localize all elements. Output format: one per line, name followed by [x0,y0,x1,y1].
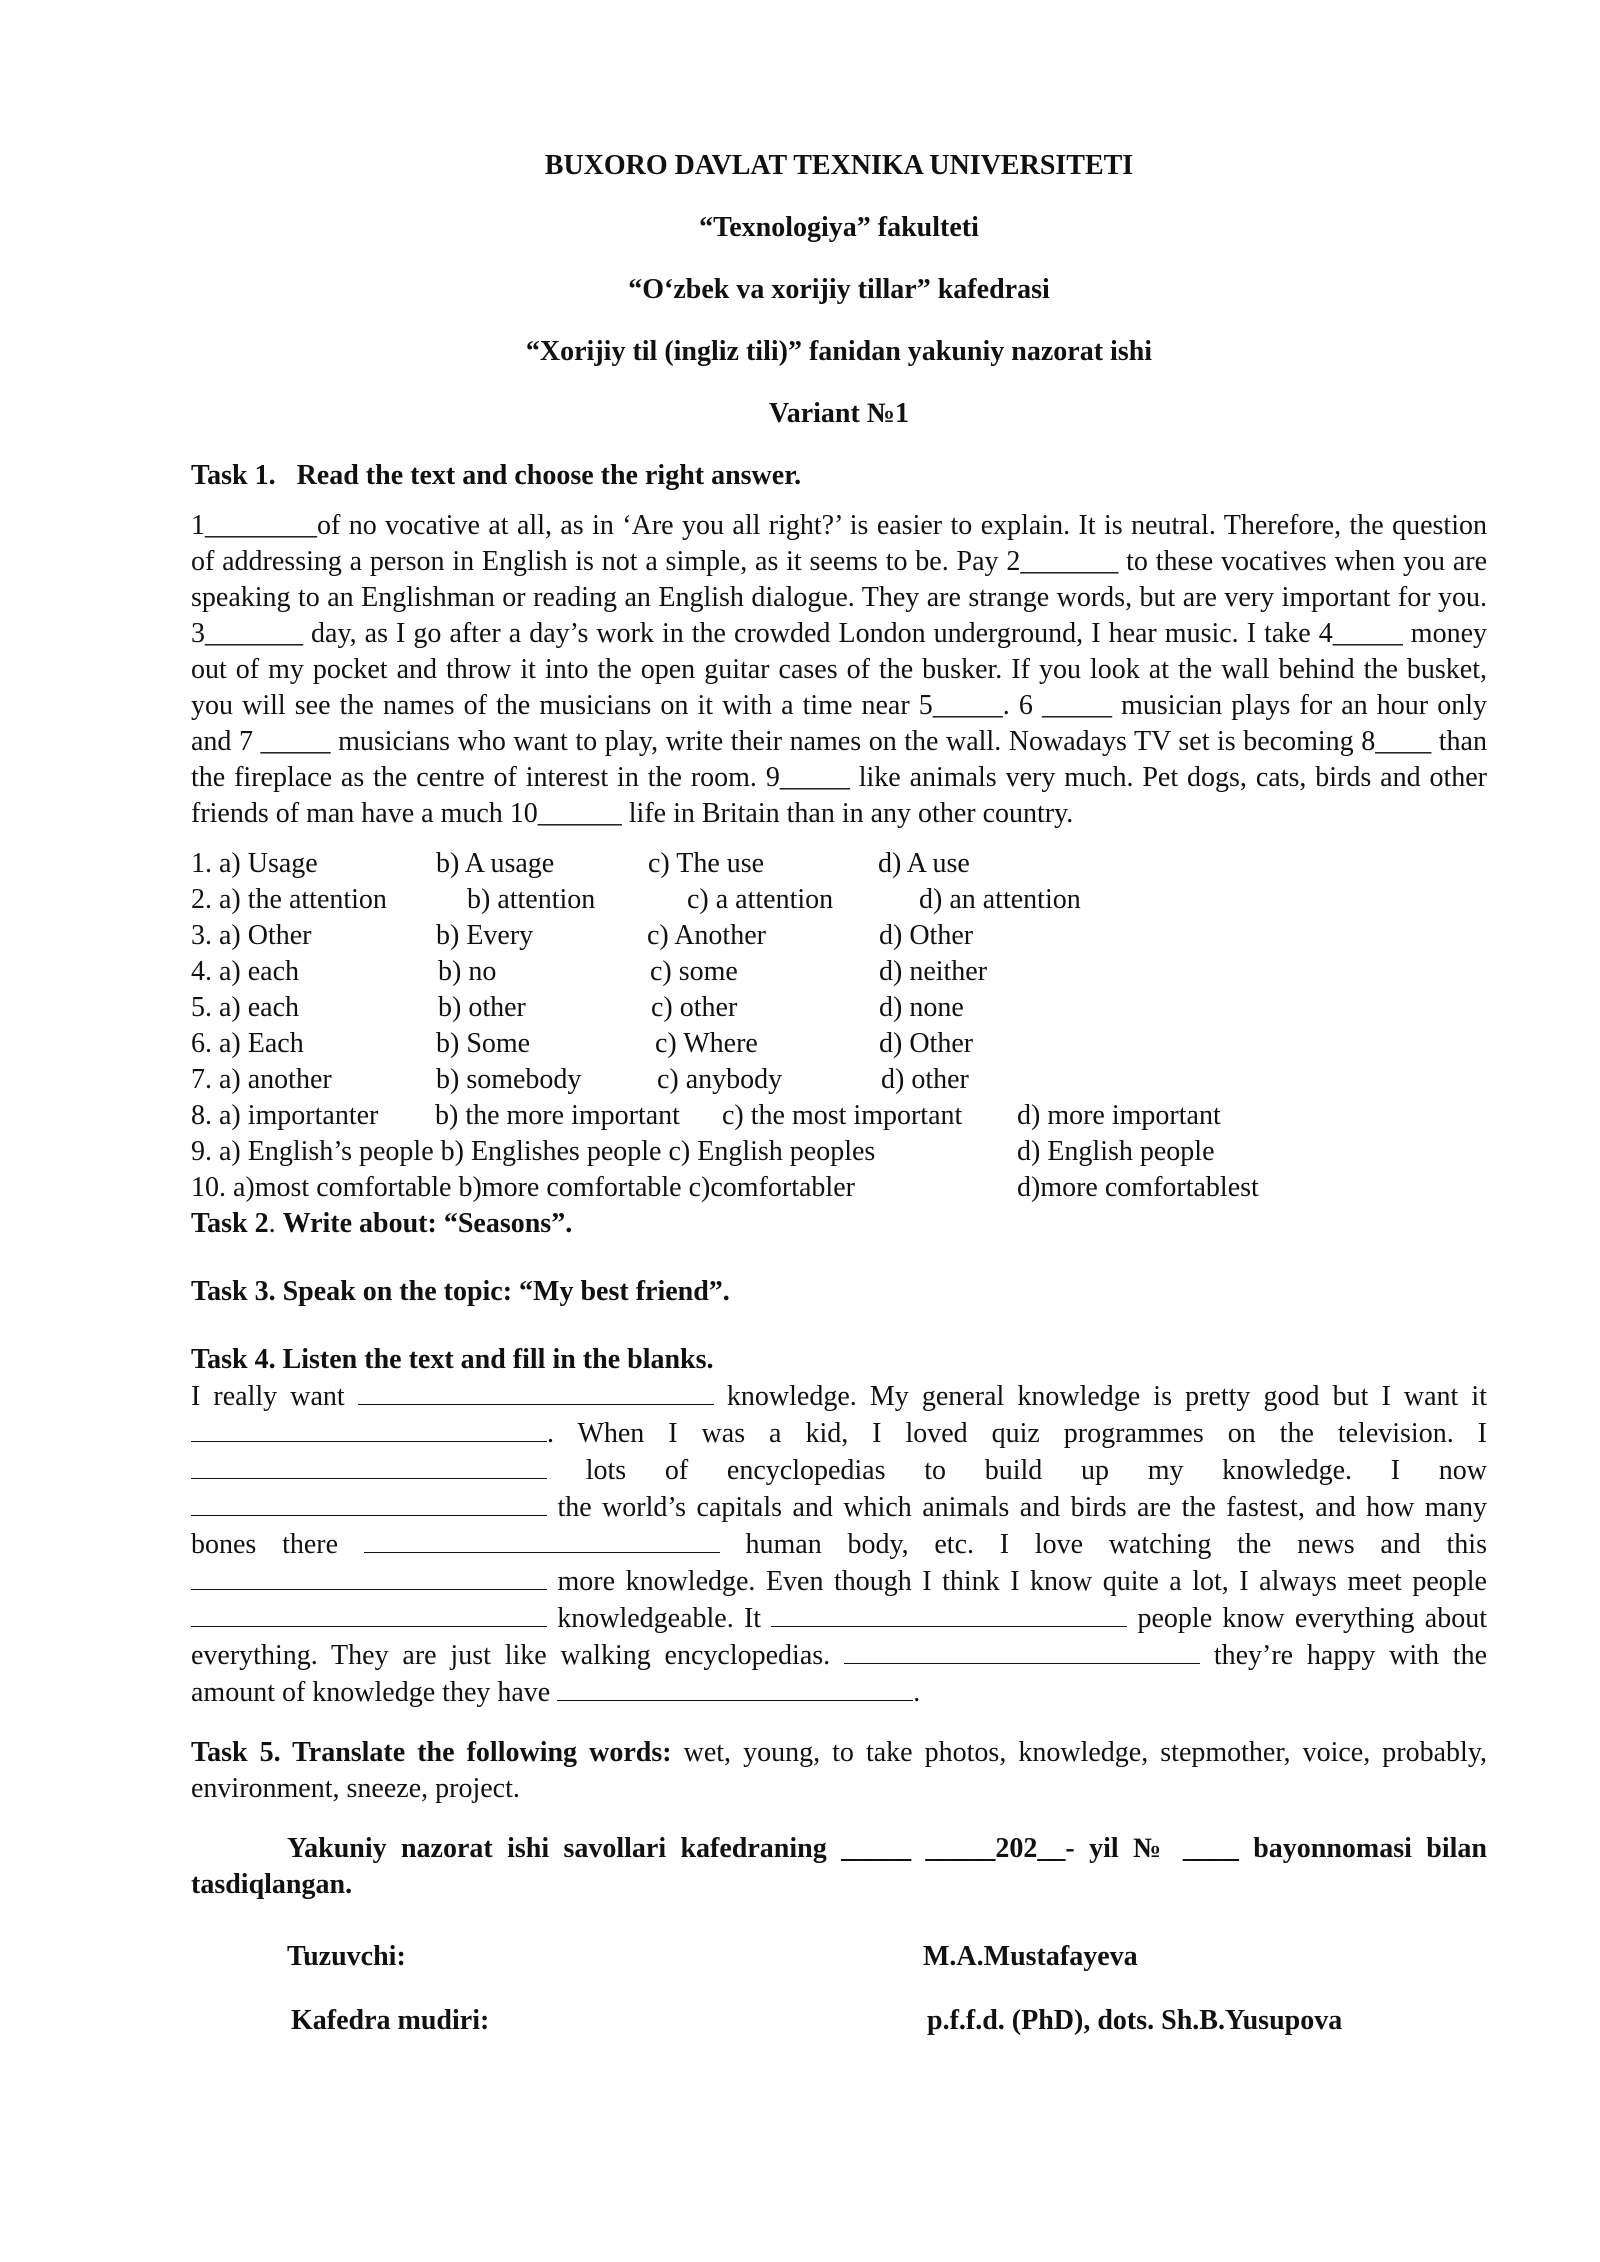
task4-text-part: knowledgeable. It [547,1603,772,1634]
option-text: d) English people [1017,1136,1215,1167]
option-row [191,882,1487,918]
option-text: 4. a) each [191,956,300,987]
option-text: c) other [651,992,738,1023]
department-name: “O‘zbek va xorijiy tillar” kafedrasi [628,274,1050,305]
compiler-label: Tuzuvchi: [287,1941,406,1972]
option-text: b) the more important [435,1100,680,1131]
fill-blank [191,1563,547,1590]
option-row [191,1026,1487,1062]
option-text: b) Some [436,1028,531,1059]
option-row [191,954,1487,990]
task1-text: 1________of no vocative at all, as in ‘Are you all right?’ is easier to explain. It is neutral. Therefore, the question of addressing a person in English is not a simple, as it seems to be. Pay 2_______ to these vocatives when you are speaking to an Englishman or reading an English dialogue. They are strange words, but are very important for you. 3_______ day, as I go after a day’s work in the crowded London underground, I hear music. I take 4_____ money out of my pocket and throw it into the open guitar cases of the busker. If you look at the wall behind the busket, you will see the names of the musicians on it with a time near 5_____. 6 _____ musician plays for an hour only and 7 _____ musicians who want to play, write their names on the wall. Nowadays TV set is becoming 8____ than the fireplace as the centre of interest in the room. 9_____ like animals very much. Pet dogs, cats, birds and other friends of man have a much 10______ life in Britain than in any other country. [191,510,1487,829]
task5-title: Task 5. Translate the following words: [191,1737,672,1768]
option-text: 5. a) each [191,992,300,1023]
option-text: 1. a) Usage [191,848,318,879]
option-text: b) attention [467,884,596,915]
fill-blank [557,1674,913,1701]
fill-blank [364,1526,720,1553]
option-text: b) Every [436,920,534,951]
task5-words: wet, young, to take photos, knowledge, stepmother, voice, probably, environment, sneeze, project. [191,1737,1487,1804]
task2-text: Write about: “Seasons”. [282,1208,573,1239]
option-text: c) anybody [657,1064,783,1095]
spacer [191,1807,1487,1831]
spacer [191,1310,1487,1342]
option-text: 6. a) Each [191,1028,304,1059]
faculty-name: “Texnologiya” fakulteti [699,212,979,243]
task4-text [191,1378,1487,1711]
option-text: d) A use [878,848,970,879]
fill-blank [191,1415,547,1442]
option-text: b) A usage [436,848,555,879]
task4-text-part: lots of encyclopedias to build up my knowledge. I now [547,1455,1487,1486]
fill-blank [191,1489,547,1516]
head-name: p.f.f.d. (PhD), dots. Sh.B.Yusupova [927,2005,1343,2036]
spacer [191,1242,1487,1274]
compiler-name: M.A.Mustafayeva [923,1941,1138,1972]
option-text: 9. a) English’s people b) Englishes people c) English peoples [191,1136,876,1167]
option-text: d) neither [879,956,988,987]
spacer [191,1975,1487,2003]
task2-label: Task 2 [191,1208,269,1239]
option-row [191,918,1487,954]
task4-text-part: they’re happy with the amount of knowledge they have [191,1640,1487,1708]
task4-title: Task 4. Listen the text and fill in the blanks. [191,1344,714,1375]
fill-blank [844,1637,1200,1664]
task1-title: Task 1. Read the text and choose the right answer. [191,460,802,491]
option-row [191,846,1487,882]
option-row [191,1098,1487,1134]
compiler-row [191,1939,1487,1975]
spacer [191,1903,1487,1939]
fill-blank [191,1600,547,1627]
option-text: d) more important [1017,1100,1221,1131]
variant-label: Variant №1 [769,398,909,429]
option-text: c) Where [655,1028,758,1059]
head-label: Kafedra mudiri: [291,2005,490,2036]
task1-options [191,846,1487,1206]
spacer [191,1711,1487,1735]
option-text: b) no [438,956,497,987]
option-text: c) Another [647,920,766,951]
option-text: 10. a)most comfortable b)more comfortable c)comfortabler [191,1172,855,1203]
task4-text-part: the world’s capitals and which animals and birds are the fastest, and how many bones there [191,1492,1487,1560]
fill-blank [771,1600,1127,1627]
fill-blank [191,1452,547,1479]
task4-text-part: human body, etc. I love watching the news and this [719,1529,1487,1560]
task2-separator: . [268,1208,283,1239]
task4-text-part: more knowledge. Even though I think I know quite a lot, I always meet people [547,1566,1487,1597]
document-page [191,148,1487,2039]
option-text: d) other [881,1064,969,1095]
option-text: d)more comfortablest [1017,1172,1259,1203]
exam-title: “Xorijiy til (ingliz tili)” fanidan yakuniy nazorat ishi [525,336,1153,367]
university-name: BUXORO DAVLAT TEXNIKA UNIVERSITETI [544,150,1134,181]
head-row [191,2003,1487,2039]
task2-title [191,1206,1487,1242]
option-text: 2. a) the attention [191,884,387,915]
task4-text-part: people know everything about everything. They are just like walking encyclopedias. [191,1603,1487,1671]
task4-text-part: . [913,1677,921,1708]
option-row [191,1170,1487,1206]
option-text: c) The use [648,848,765,879]
option-text: d) Other [879,1028,974,1059]
option-text: c) the most important [722,1100,963,1131]
task4-text-part: knowledge. My general knowledge is pretty good but I want it [713,1381,1487,1412]
option-text: b) other [438,992,526,1023]
option-row [191,1062,1487,1098]
option-text: 7. a) another [191,1064,332,1095]
task3-title: Task 3. Speak on the topic: “My best friend”. [191,1276,730,1307]
option-text: c) some [650,956,738,987]
option-text: d) none [879,992,964,1023]
option-row [191,990,1487,1026]
fill-blank [358,1378,714,1405]
task5 [191,1735,1487,1807]
option-text: d) an attention [919,884,1081,915]
approval-statement: Yakuniy nazorat ishi savollari kafedraning _____ _____202__- yil № ____ bayonnomasi bilan tasdiqlangan. [191,1833,1487,1900]
option-text: 3. a) Other [191,920,312,951]
option-row [191,1134,1487,1170]
option-text: d) Other [879,920,974,951]
task4-text-part: I really want [191,1381,358,1412]
option-text: b) somebody [436,1064,582,1095]
option-text: 8. a) importanter [191,1100,379,1131]
option-text: c) a attention [687,884,834,915]
task4-text-part: . When I was a kid, I loved quiz programmes on the television. I [547,1418,1487,1449]
